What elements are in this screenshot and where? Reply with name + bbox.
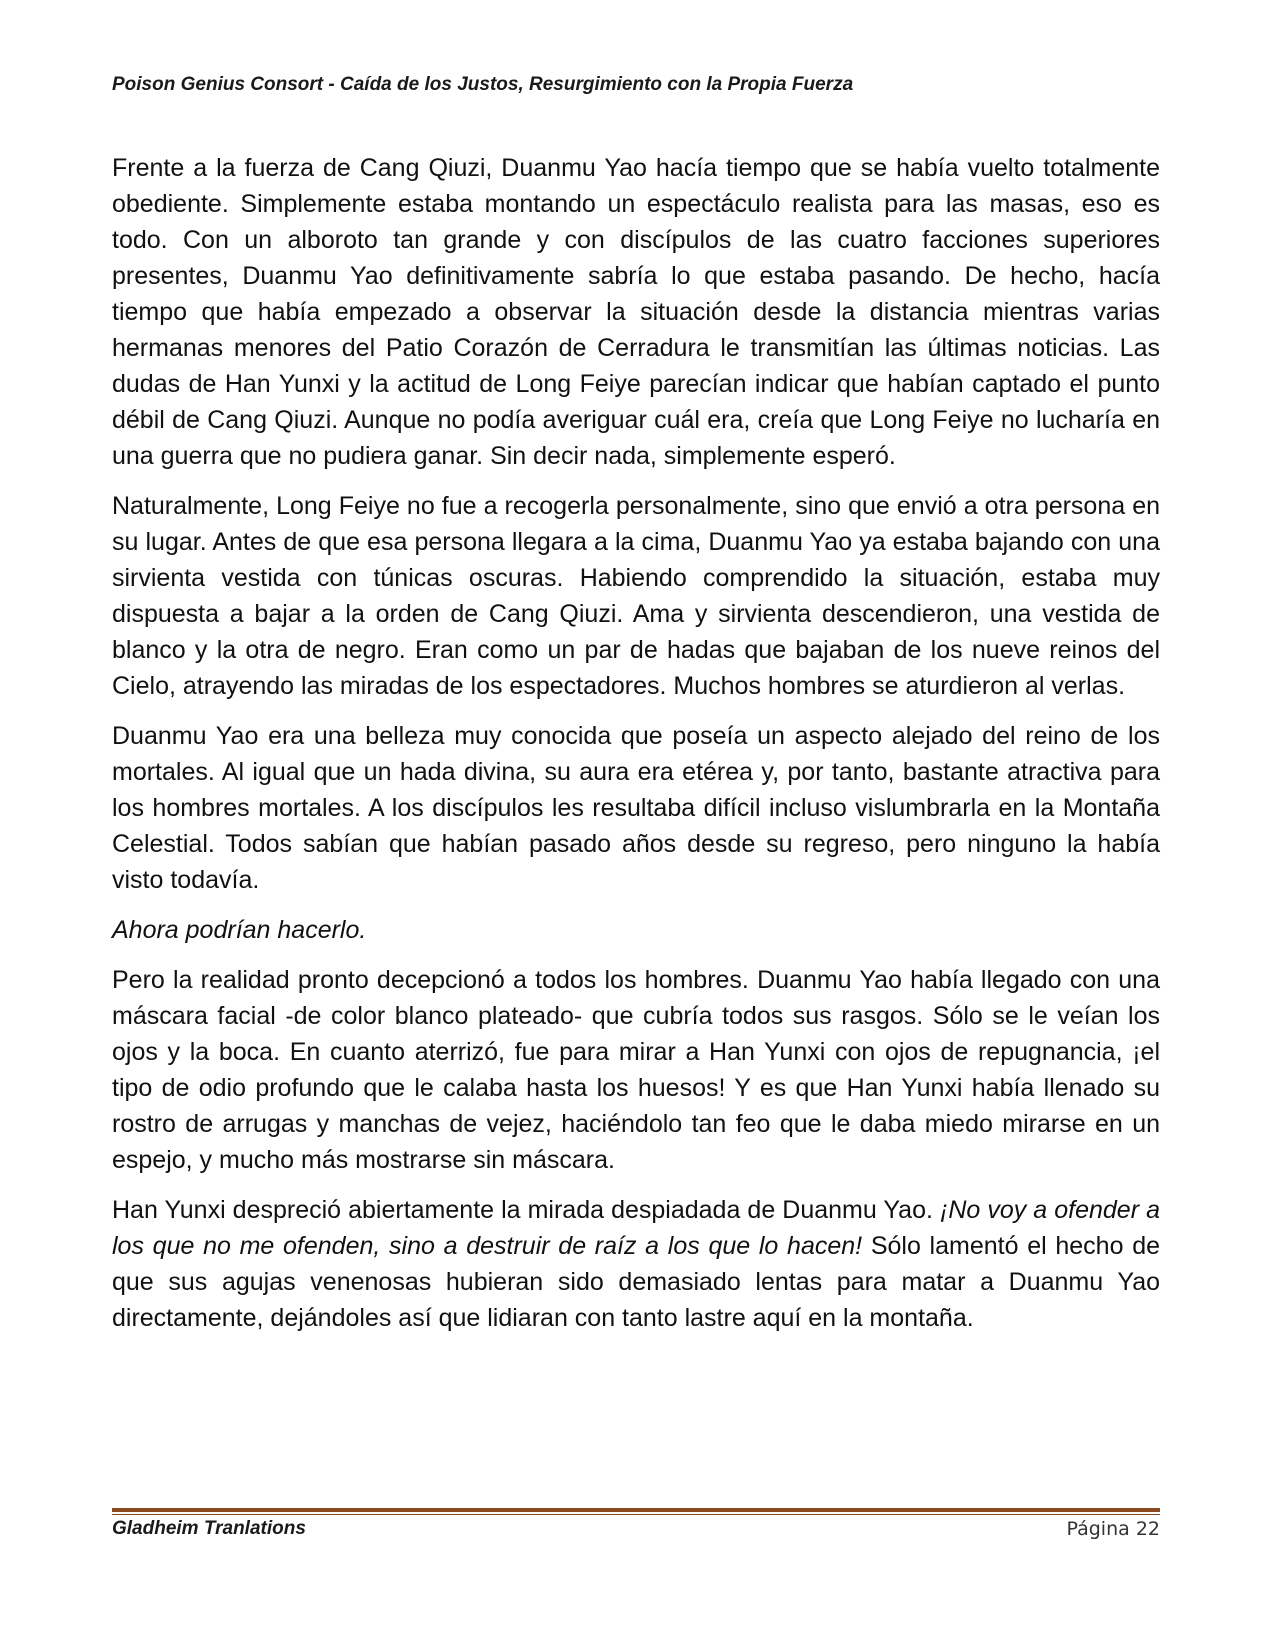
paragraph-6-part2: Sólo lamentó el hecho de que sus agujas venenosas hubieran sido demasiado lentas para matar a Duanmu Yao directamente, dejándoles así que lidiaran con tanto lastre aquí en la montaña. — [112, 1232, 1160, 1332]
paragraph-2: Naturalmente, Long Feiye no fue a recogerla personalmente, sino que envió a otra persona en su lugar. Antes de que esa persona llegara a la cima, Duanmu Yao ya estaba bajando con una sirvienta vestida con túnicas oscuras. Habiendo comprendido la situación, estaba muy dispuesta a bajar a la orden de Cang Qiuzi. Ama y sirvienta descendieron, una vestida de blanco y la otra de negro. Eran como un par de hadas que bajaban de los nueve reinos del Cielo, atrayendo las miradas de los espectadores. Muchos hombres se aturdieron al verlas. — [112, 492, 1160, 700]
page-number — [1066, 1518, 1160, 1540]
page-body — [112, 150, 1160, 1350]
footer-divider — [112, 1508, 1160, 1515]
paragraph-1: Frente a la fuerza de Cang Qiuzi, Duanmu Yao hacía tiempo que se había vuelto totalmente obediente. Simplemente estaba montando un espectáculo realista para las masas, eso es todo. Con un alboroto tan grande y con discípulos de las cuatro facciones superiores presentes, Duanmu Yao definitivamente sabría lo que estaba pasando. De hecho, hacía tiempo que había empezado a observar la situación desde la distancia mientras varias hermanas menores del Patio Corazón de Cerradura le transmitían las últimas noticias. Las dudas de Han Yunxi y la actitud de Long Feiye parecían indicar que habían captado el punto débil de Cang Qiuzi. Aunque no podía averiguar cuál era, creía que Long Feiye no lucharía en una guerra que no pudiera ganar. Sin decir nada, simplemente esperó. — [112, 154, 1160, 470]
running-header: Poison Genius Consort - Caída de los Justos, Resurgimiento con la Propia Fuerza — [112, 74, 854, 95]
paragraph-5: Pero la realidad pronto decepcionó a todos los hombres. Duanmu Yao había llegado con una máscara facial -de color blanco plateado- que cubría todos sus rasgos. Sólo se le veían los ojos y la boca. En cuanto aterrizó, fue para mirar a Han Yunxi con ojos de repugnancia, ¡el tipo de odio profundo que le calaba hasta los huesos! Y es que Han Yunxi había llenado su rostro de arrugas y manchas de vejez, haciéndolo tan feo que le daba miedo mirarse en un espejo, y mucho más mostrarse sin máscara. — [112, 966, 1160, 1174]
paragraph-6-part1: Han Yunxi despreció abiertamente la mirada despiadada de Duanmu Yao. — [112, 1196, 940, 1224]
footer-divider-thick — [112, 1508, 1160, 1512]
footer-divider-thin — [112, 1514, 1160, 1515]
page-label: Página — [1066, 1518, 1130, 1540]
footer-publisher: Gladheim Tranlations — [112, 1518, 306, 1539]
page-number-value: 22 — [1135, 1518, 1160, 1540]
paragraph-6-italic-quote: ¡No voy a ofender a los que no me ofenden, sino a destruir de raíz a los que lo hacen! — [112, 1196, 1160, 1260]
paragraph-3: Duanmu Yao era una belleza muy conocida que poseía un aspecto alejado del reino de los mortales. Al igual que un hada divina, su aura era etérea y, por tanto, bastante atractiva para los hombres mortales. A los discípulos les resultaba difícil incluso vislumbrarla en la Montaña Celestial. Todos sabían que habían pasado años desde su regreso, pero ninguno la había visto todavía. — [112, 722, 1160, 894]
paragraph-6 — [112, 1192, 1160, 1336]
paragraph-4-italic: Ahora podrían hacerlo. — [112, 916, 367, 944]
